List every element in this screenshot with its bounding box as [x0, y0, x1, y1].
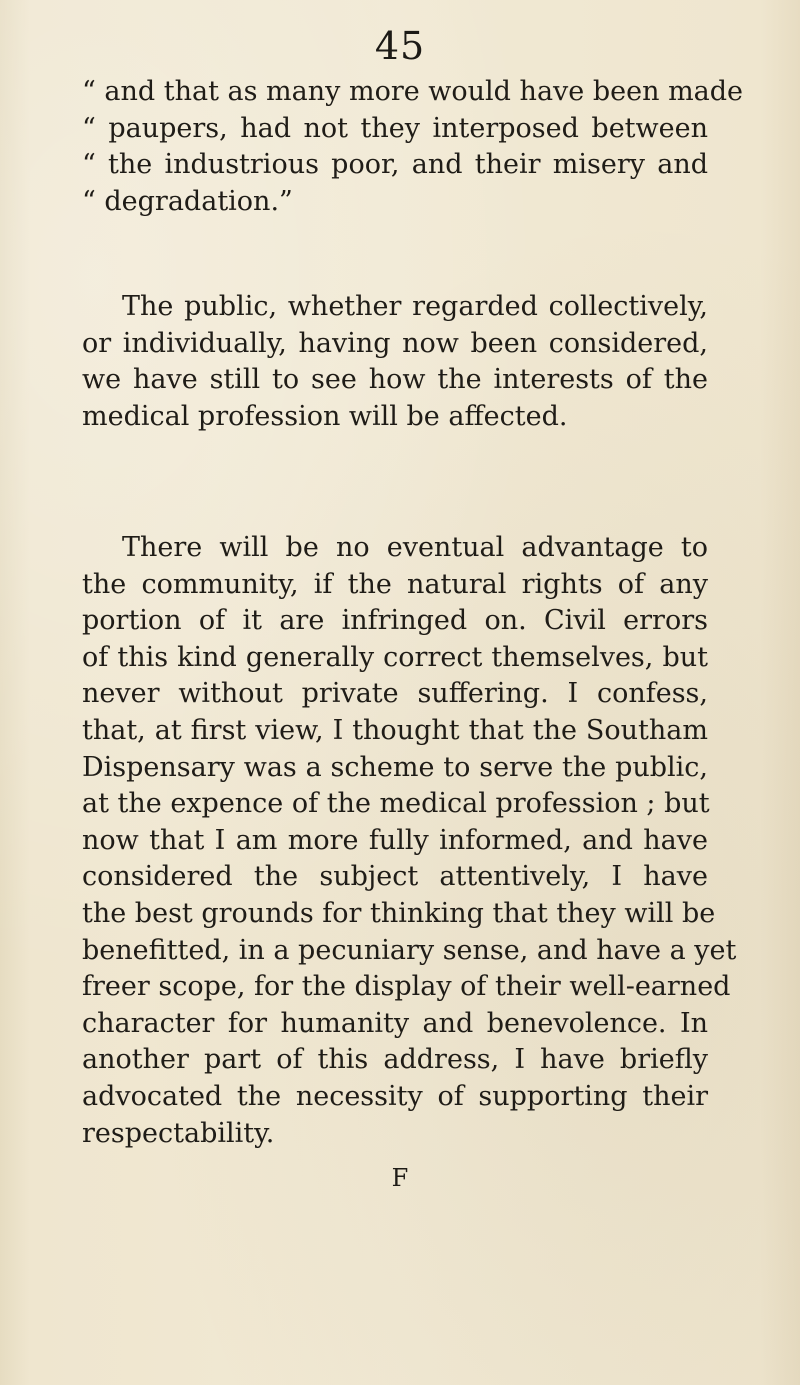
text-line: “ and that as many more would have been made	[82, 76, 744, 107]
text-line: freer scope, for the display of their well-earned	[82, 971, 731, 1003]
text-line: of this kind generally correct themselves, but	[82, 641, 708, 673]
text-line: portion of it are infringed on. Civil errors	[82, 605, 708, 637]
text-line: another part of this address, I have briefly	[82, 1044, 708, 1076]
text-line: character for humanity and benevolence. In	[82, 1007, 708, 1039]
text-line: the community, if the natural rights of any	[82, 568, 708, 600]
text-line: Dispensary was a scheme to serve the public,	[82, 751, 708, 783]
quotation-block	[82, 74, 744, 220]
text-line: medical profession will be affected.	[82, 400, 568, 432]
text-line: “ the industrious poor, and their misery and	[82, 149, 708, 181]
text-line: benefitted, in a pecuniary sense, and have a yet	[82, 934, 737, 966]
text-line: respectability.	[82, 1117, 275, 1149]
text-line: now that I am more fully informed, and have	[82, 824, 708, 856]
text-line: considered the subject attentively, I have	[82, 861, 708, 893]
text-line: There will be no eventual advantage to	[122, 532, 708, 563]
page-number: 45	[374, 24, 426, 68]
signature-mark: F	[391, 1164, 409, 1192]
text-line: “ paupers, had not they interposed between	[82, 112, 708, 144]
text-line: never without private suffering. I confess,	[82, 678, 708, 710]
text-line: “ degradation.”	[82, 185, 293, 217]
paragraph	[82, 530, 737, 1152]
text-line: that, at first view, I thought that the Southam	[82, 714, 708, 746]
text-line: we have still to see how the interests of the	[82, 364, 708, 396]
text-line: at the expence of the medical profession ; but	[82, 788, 710, 820]
paragraph	[82, 289, 708, 435]
text-line: or individually, having now been considered,	[82, 327, 708, 359]
text-line: The public, whether regarded collectively,	[122, 291, 708, 322]
text-line: advocated the necessity of supporting their	[82, 1080, 708, 1112]
text-line: the best grounds for thinking that they will be	[82, 897, 716, 929]
